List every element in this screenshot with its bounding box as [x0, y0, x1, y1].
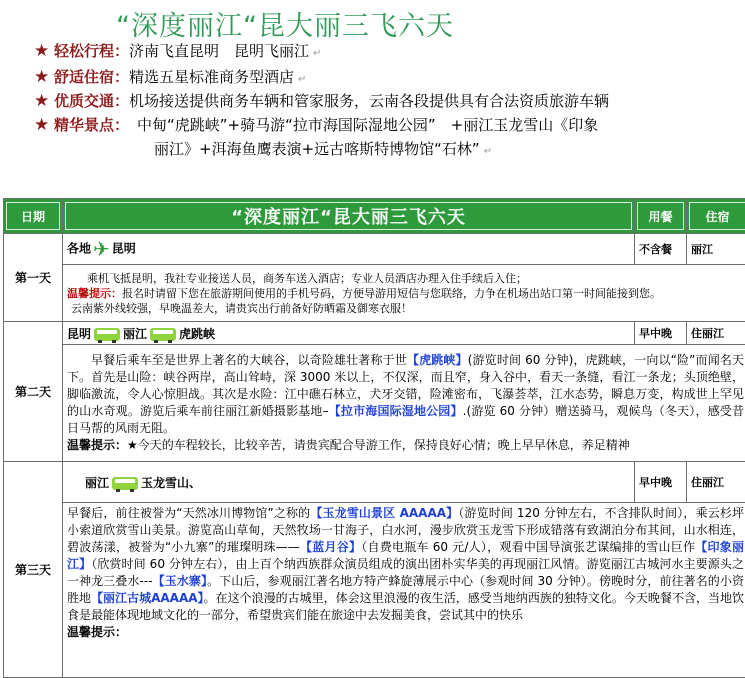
table-header-row — [4, 199, 745, 234]
header-stay: 住宿 — [687, 199, 745, 234]
table-row — [4, 503, 745, 678]
attraction-link[interactable]: 【丽江古城AAAAA】 — [91, 591, 204, 605]
day-text: 。在这个浪漫的古城里，体会这里浪漫的夜生活，感受当地纳西族的独特文化。今天晚餐不含，当地饮食是最能体现地域文化的一部分，希望贵宾们能在旅途中去发掘美食，尝试其中的快乐 — [67, 591, 744, 622]
day-description — [63, 503, 745, 678]
day-stay: 住丽江 — [687, 462, 745, 503]
table-row — [4, 462, 745, 503]
highlight-label: 精华景点： — [54, 116, 130, 134]
attraction-link[interactable]: 【拉市海国际湿地公园】 — [328, 404, 463, 418]
table-row — [4, 265, 745, 322]
day-stay: 住丽江 — [687, 322, 745, 345]
day-stay: 丽江 — [687, 234, 745, 265]
table-row — [4, 322, 745, 345]
highlight-text: 中甸“虎跳峡”+骑马游“拉市海国际湿地公园” +丽江玉龙雪山《印象 — [137, 116, 599, 134]
day-text: 云南紫外线较强，早晚温差大，请贵宾出行前备好防晒霜及御寒衣服！ — [71, 301, 412, 315]
return-mark: ↵ — [483, 146, 493, 157]
day-text: （游览时间 120 分钟左右，不含排队时间），乘云杉坪小索道欣赏雪山美景。游览高山草甸，天然牧场一甘海子，白水河，漫步欣赏玉龙雪下形成错落有致湖泊分布其间，山水相连，碧波荡漾，被誉为“小九寨”的璀璨明珠—— — [67, 506, 744, 554]
header-day: 日期 — [4, 199, 63, 234]
route-stop: 丽江 — [85, 475, 110, 490]
itinerary-table — [3, 198, 745, 678]
star-icon: ★ — [34, 41, 50, 61]
day-description — [63, 265, 745, 322]
tip-text: ★今天的车程较长，比较辛苦，请贵宾配合导游工作，保持良好心情；晚上早早休息，养足精神 — [127, 438, 630, 452]
header-meal: 用餐 — [635, 199, 687, 234]
attraction-link[interactable]: 【玉水寨】 — [152, 574, 208, 588]
day-text: 。下山后，参观丽江著名地方特产蜂旋薄展示中心（参观时间 30 分钟）。傍晚时分，前往著名的小资胜地 — [67, 574, 744, 605]
warning-text: 报名时请留下您在旅游期间使用的手机号码，方便导游用短信与您联络，力争在机场出站口第一时间能接到您。 — [122, 286, 661, 300]
highlight-itinerary — [34, 40, 321, 65]
star-icon: ★ — [34, 115, 50, 135]
day-route — [63, 322, 635, 345]
highlight-hotel — [34, 66, 306, 91]
day-meal: 不含餐 — [635, 234, 687, 265]
return-mark: ↵ — [313, 48, 322, 59]
bus-icon — [94, 328, 120, 341]
star-icon: ★ — [34, 91, 50, 111]
page-title: “深度丽江“昆大丽三飞六天 — [116, 11, 454, 42]
attraction-link[interactable]: 【玉龙雪山景区 AAAAA】 — [310, 506, 459, 520]
route-stop: 虎跳峡 — [179, 326, 216, 341]
table-row — [4, 234, 745, 265]
highlight-text: 丽江》+洱海鱼鹰表演+远古喀斯特博物馆“石林” — [154, 140, 480, 158]
airplane-icon: ✈ — [93, 237, 110, 261]
return-mark: ↵ — [298, 74, 307, 85]
route-destination: 昆明 — [111, 241, 136, 256]
highlight-text: 济南飞直昆明 昆明飞丽江 — [129, 42, 310, 60]
day-text: （欣赏时间 60 分钟左右），由上百个纳西族群众演员组成的演出团朴实华美的再现丽江风情。游览丽江古城河水主要源头之一神龙三叠水--- — [67, 557, 744, 588]
highlight-attractions-cont — [154, 138, 492, 163]
bus-icon — [112, 477, 138, 490]
day-label: 第一天 — [4, 234, 63, 322]
day-meal: 早中晚 — [635, 462, 687, 503]
day-route — [63, 462, 635, 503]
table-row — [4, 345, 745, 462]
highlight-transport — [34, 90, 609, 112]
day-label: 第三天 — [4, 462, 63, 678]
highlight-text: 精选五星标准商务型酒店 — [129, 68, 295, 86]
attraction-link[interactable]: 【虎跳峡】 — [406, 353, 468, 367]
header-title: “深度丽江“昆大丽三飞六天 — [63, 199, 635, 234]
highlight-label: 优质交通： — [54, 92, 130, 110]
day-route — [63, 234, 635, 265]
day-text: 早餐后乘车至是世界上著名的大峡谷，以奇险雄壮著称于世 — [91, 353, 407, 367]
attraction-link[interactable]: 【印象丽江】 — [67, 540, 744, 571]
highlight-label: 轻松行程： — [54, 42, 130, 60]
highlight-attractions — [34, 114, 598, 136]
tip-label: 温馨提示： — [67, 438, 128, 452]
highlight-text: 机场接送提供商务车辆和管家服务，云南各段提供具有合法资质旅游车辆 — [129, 92, 610, 110]
attraction-link[interactable]: 【蓝月谷】 — [299, 540, 362, 554]
day-text: （自费电瓶车 60 元/人），观看中国导演张艺谋编排的雪山巨作 — [361, 540, 696, 554]
day-description — [63, 345, 745, 462]
day-meal: 早中晚 — [635, 322, 687, 345]
highlight-label: 舒适住宿： — [54, 68, 130, 86]
route-origin: 各地 — [67, 241, 92, 256]
bus-icon — [150, 328, 176, 341]
route-stop: 昆明 — [67, 326, 92, 341]
star-icon: ★ — [34, 67, 50, 87]
day-text: (游览时间 60 分钟)，虎跳峡，一向以“险”而闻名天下。首先是山险：峡谷两岸，高山耸峙，深 3000 米以上，不仅深，而且窄，身入谷中，看天一条缝，看江一条龙；头顶绝壁，脚临激流，令人心惊胆战。其次是水险：江中礁石林立，犬牙交错，险滩密布，飞瀑荟萃，江水态势，瞬息万变，构成世上罕见的山水奇观。游览后乘车前往丽江新婚摄影基地– — [67, 353, 744, 418]
route-stop: 玉龙雪山、 — [141, 475, 202, 490]
warning-label: 温馨提示： — [67, 286, 122, 300]
day-text: .(游览 60 分钟）赠送骑马，观候鸟（冬天），感受昔日马帮的风雨无阻。 — [67, 404, 744, 435]
day-text: 乘机飞抵昆明，我社专业接送人员，商务车送入酒店；专业人员酒店办理入住手续后入住； — [87, 271, 527, 285]
day-label: 第二天 — [4, 322, 63, 462]
tip-label: 温馨提示： — [67, 625, 128, 639]
day-text: 早餐后，前往被誉为“天然冰川博物馆”之称的 — [67, 506, 311, 520]
route-stop: 丽江 — [123, 326, 148, 341]
